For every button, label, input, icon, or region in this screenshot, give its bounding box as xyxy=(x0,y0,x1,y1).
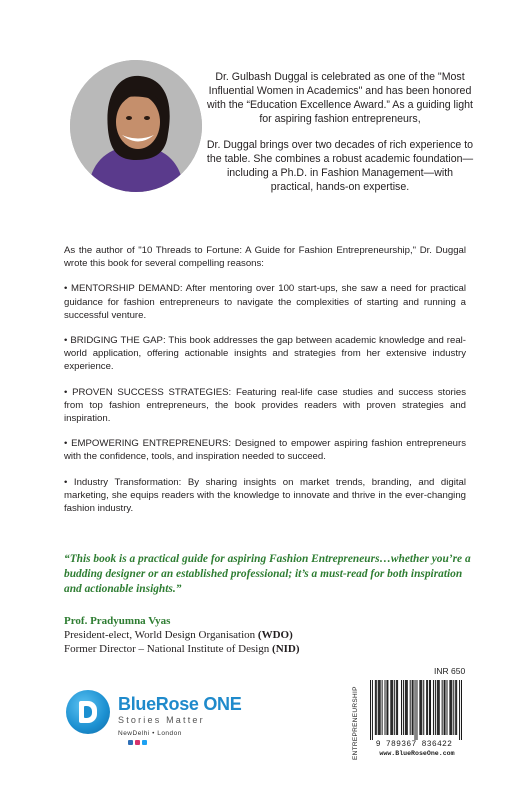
reasons-lead: As the author of "10 Threads to Fortune: A Guide for Fashion Entrepreneurship," Dr. Duggal wrote this book for several compelling reasons: xyxy=(64,245,466,270)
reason-item xyxy=(64,386,466,426)
publisher-logo-icon xyxy=(66,690,110,734)
reason-label: • BRIDGING THE GAP: xyxy=(64,335,166,347)
reason-text: Designed to empower aspiring fashion entrepreneurs with the confidence, tools, and inspiration needed to succeed. xyxy=(64,438,466,463)
publisher-name: BlueRose ONE xyxy=(118,694,242,714)
reason-label: • MENTORSHIP DEMAND: xyxy=(64,283,183,295)
reason-item xyxy=(64,437,466,463)
publisher-logo xyxy=(66,690,256,760)
reason-text: Featuring real-life case studies and success stories from top fashion entrepreneurs, the book provides readers with proven strategies and inspiration. xyxy=(64,386,466,425)
reason-text: After mentoring over 100 start-ups, she saw a need for practical guidance for fashion entrepreneurs to navigate the complexities of starting and running a successful venture. xyxy=(64,283,467,321)
endorser-name: Prof. Pradyumna Vyas xyxy=(64,615,171,627)
endorser-org-abbr: (NID) xyxy=(272,643,300,655)
price-label: INR 650 xyxy=(434,666,466,676)
author-intro xyxy=(205,70,475,206)
isbn-number: 9 789367 836422 xyxy=(375,740,453,749)
endorsement-quote: “This book is a practical guide for aspiring Fashion Entrepreneurs…whether you’re a budding designer or an established professional; it’s a must-read for both inspiration and actionable insights.” xyxy=(64,553,471,595)
instagram-icon xyxy=(135,740,140,745)
reason-label: • EMPOWERING ENTREPRENEURS: xyxy=(64,438,232,450)
endorsement-attribution xyxy=(64,614,424,656)
intro-paragraph-2: Dr. Duggal brings over two decades of rich experience to the table. She combines a robust academic foundation—including a Ph.D. in Fashion Management—with practical, hands-on expertise. xyxy=(206,139,474,193)
publisher-cities: NewDelhi • London xyxy=(118,730,182,737)
endorser-org-abbr: (WDO) xyxy=(257,629,293,641)
author-portrait-image xyxy=(70,60,202,192)
reason-item xyxy=(64,334,466,374)
intro-paragraph-1: Dr. Gulbash Duggal is celebrated as one of the "Most Influential Women in Academics" and has been honored with the “Education Excellence Award.” As a guiding light for aspiring fashion entrepreneurs, xyxy=(207,71,473,125)
social-icons xyxy=(128,740,147,745)
publisher-tagline: Stories Matter xyxy=(118,715,205,725)
reason-item xyxy=(64,282,466,322)
facebook-icon xyxy=(128,740,133,745)
endorser-title-1 xyxy=(64,628,424,642)
author-portrait xyxy=(70,60,202,192)
reason-item xyxy=(64,476,466,516)
endorser-role: Former Director – National Institute of Design xyxy=(64,643,273,655)
publisher-website: www.BlueRoseOne.com xyxy=(379,750,455,757)
category-label: ENTREPRENEURSHIP xyxy=(352,686,359,760)
isbn-barcode xyxy=(364,680,464,750)
reasons-section xyxy=(64,244,466,527)
endorser-role: President-elect, World Design Organisation xyxy=(64,629,258,641)
reason-text: This book addresses the gap between academic knowledge and real-world application, offering actionable insights and strategies from her extensive industry experience. xyxy=(64,335,466,373)
endorser-title-2 xyxy=(64,642,424,656)
reason-label: • Industry Transformation: xyxy=(64,476,182,488)
reason-text: By sharing insights on market trends, branding, and digital marketing, she equips readers with the knowledge to innovate and thrive in the ever-changing fashion industry. xyxy=(64,476,467,515)
barcode-icon xyxy=(370,680,462,740)
twitter-icon xyxy=(142,740,147,745)
reason-label: • PROVEN SUCCESS STRATEGIES: xyxy=(64,386,232,398)
